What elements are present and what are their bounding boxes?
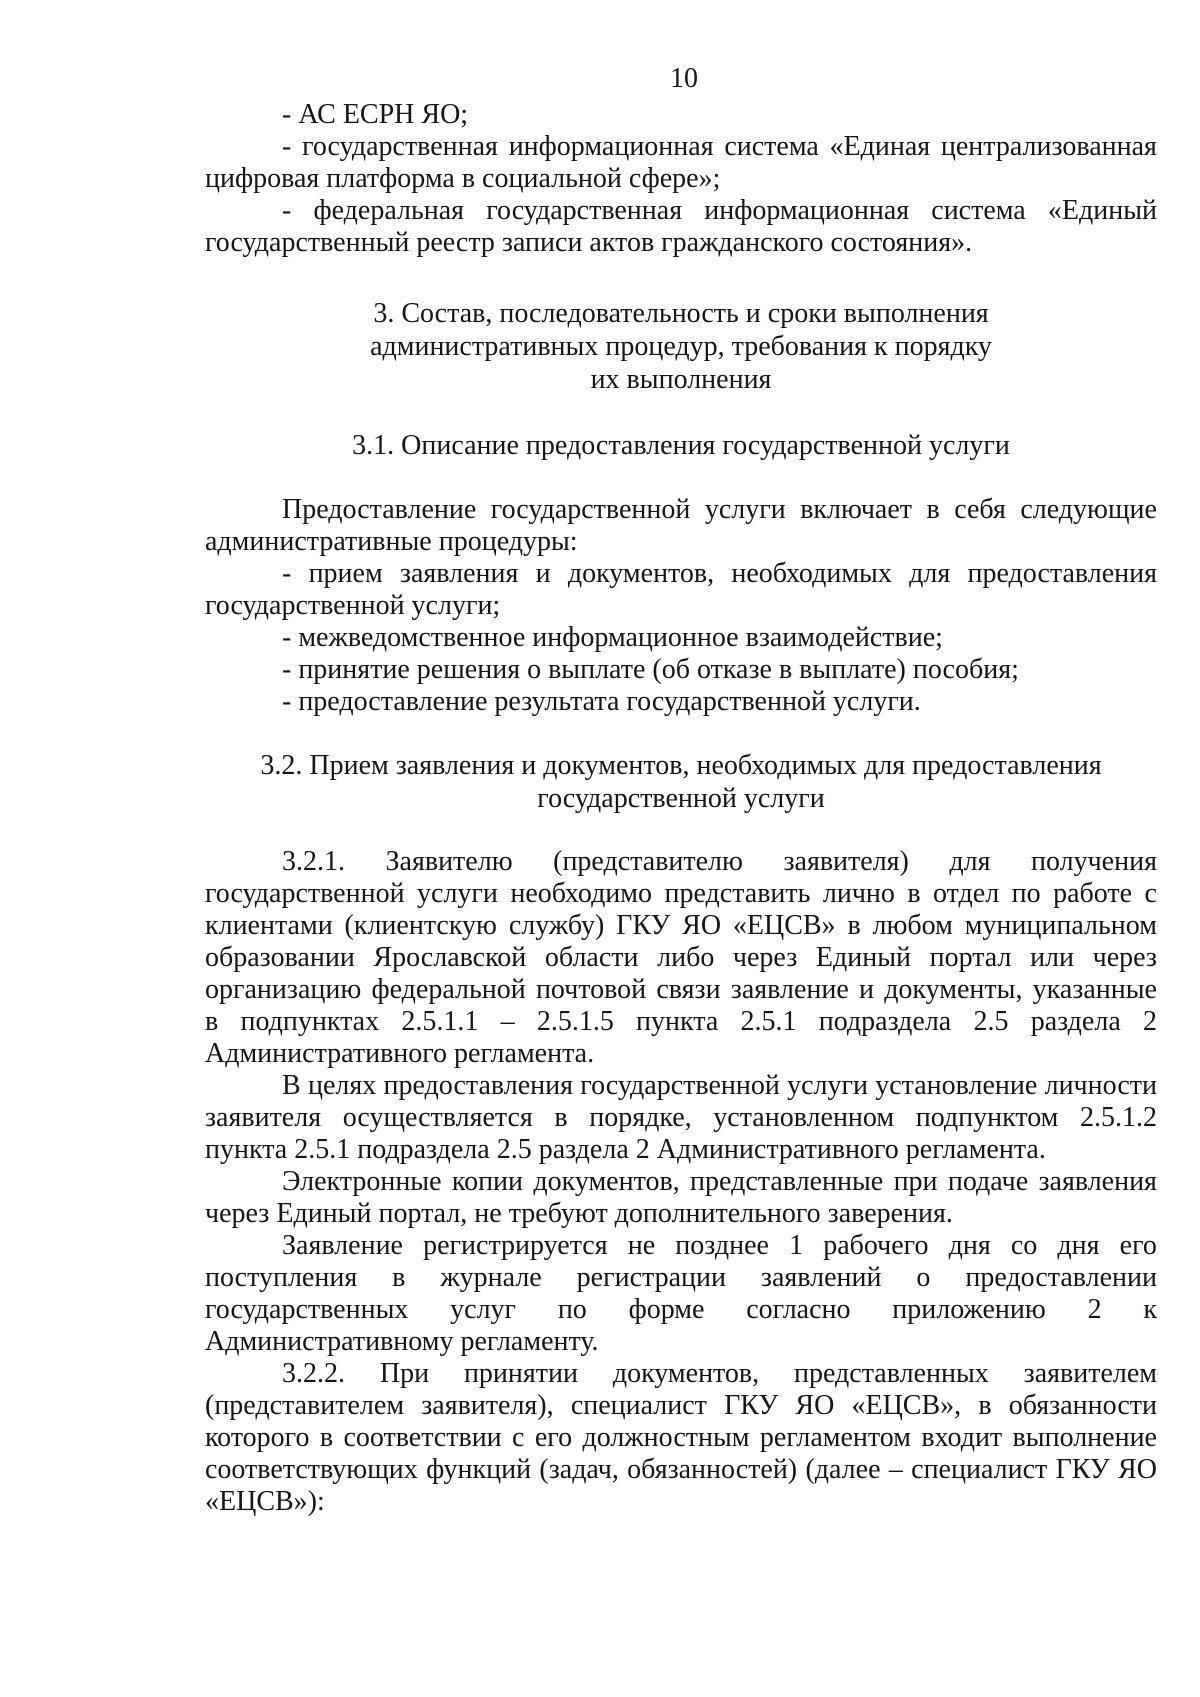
word: форме xyxy=(628,1294,705,1325)
word: соответствии xyxy=(343,1422,502,1453)
word: со xyxy=(1010,1230,1038,1261)
word: «Единая xyxy=(829,131,931,162)
word: «ЕЦСВ», xyxy=(851,1390,962,1421)
word: порядке, xyxy=(589,1102,692,1133)
justified-line xyxy=(282,845,1157,878)
word: лично xyxy=(822,878,895,909)
word: журнале xyxy=(440,1262,542,1293)
word: в xyxy=(319,1422,334,1453)
word: услуги xyxy=(704,494,786,525)
word: (клиентскую xyxy=(344,910,497,941)
word: необходимых xyxy=(731,558,892,589)
word: регистрируется xyxy=(423,1230,608,1261)
word: о xyxy=(916,1262,931,1293)
word: специалист xyxy=(570,1390,707,1421)
word: информационная xyxy=(508,131,714,162)
word: 2.5 xyxy=(973,1006,1009,1037)
word: в xyxy=(847,910,861,941)
word: принятии xyxy=(463,1358,578,1389)
word: специалист xyxy=(911,1454,1048,1485)
word: услуги xyxy=(417,878,498,909)
word: Электронные xyxy=(282,1166,442,1197)
heading-line: 3. Состав, последовательность и сроки выполнения xyxy=(373,298,989,329)
word: 2.5.1.2 xyxy=(1079,1102,1157,1133)
word: связи xyxy=(656,974,721,1005)
list-item: - принятие решения о выплате (об отказе в выплате) пособия; xyxy=(282,654,1019,685)
word: установленном xyxy=(713,1102,895,1133)
justified-line xyxy=(205,1389,1157,1422)
word: 2 xyxy=(1142,1006,1157,1037)
justified-line xyxy=(205,1421,1157,1454)
word: заявителем xyxy=(1023,1358,1157,1389)
page-number: 10 xyxy=(670,63,698,94)
word: и xyxy=(859,974,874,1005)
word: федеральная xyxy=(313,195,465,226)
word: в xyxy=(205,1006,219,1037)
word: раздела xyxy=(1030,1006,1121,1037)
word: централизованная xyxy=(940,131,1157,162)
word: предоставлении xyxy=(965,1262,1157,1293)
justified-line xyxy=(282,194,1157,227)
word: через xyxy=(732,942,798,973)
word: регистрации xyxy=(576,1262,726,1293)
word: (далее xyxy=(805,1454,881,1485)
word: поступления xyxy=(205,1262,358,1293)
word: ЯО xyxy=(682,910,722,941)
word: либо xyxy=(657,942,715,973)
word: по xyxy=(1011,878,1041,909)
word: 2 xyxy=(1087,1294,1102,1325)
word: обязанности xyxy=(1008,1390,1157,1421)
word: предоставления xyxy=(383,1070,574,1101)
word: дня xyxy=(948,1230,991,1261)
word: для xyxy=(949,846,991,877)
word: клиентами xyxy=(205,910,333,941)
justified-line xyxy=(282,1165,1157,1198)
justified-line xyxy=(205,1101,1157,1134)
word: Заявление xyxy=(282,1230,403,1261)
word: личности xyxy=(1044,1070,1157,1101)
word: система xyxy=(724,131,819,162)
word: – xyxy=(888,1454,903,1485)
word: предоставления xyxy=(967,558,1157,589)
word: необходимо xyxy=(510,878,653,909)
justified-line xyxy=(282,1069,1157,1102)
word: приложению xyxy=(892,1294,1046,1325)
justified-line xyxy=(205,973,1157,1006)
word: включает xyxy=(800,494,913,525)
word: заявителя) xyxy=(783,846,909,877)
word: дня xyxy=(1057,1230,1100,1261)
word: государственных xyxy=(205,1294,409,1325)
word: следующие xyxy=(1020,494,1157,525)
word: (задач, xyxy=(539,1454,619,1485)
word: ГКУ xyxy=(724,1390,779,1421)
word: согласно xyxy=(746,1294,851,1325)
justified-line xyxy=(282,1229,1157,1262)
word: ГКУ xyxy=(1055,1454,1110,1485)
text-line: через Единый портал, не требуют дополнительного заверения. xyxy=(205,1198,953,1229)
word: для xyxy=(909,558,951,589)
word: по xyxy=(557,1294,587,1325)
word: государственной xyxy=(490,494,691,525)
word: в xyxy=(907,878,921,909)
word: представленные xyxy=(690,1166,884,1197)
word: отдел xyxy=(933,878,1000,909)
list-item: - межведомственное информационное взаимодействие; xyxy=(282,622,943,653)
word: заявлений xyxy=(760,1262,882,1293)
word: указанные xyxy=(1032,974,1157,1005)
word: государственной xyxy=(580,1070,780,1101)
justified-line xyxy=(205,909,1157,942)
word: или xyxy=(1030,942,1075,973)
word: документы, xyxy=(884,974,1023,1005)
word: - xyxy=(282,558,292,589)
word: и xyxy=(535,558,551,589)
subsection-heading xyxy=(205,429,1157,462)
list-item: - предоставление результата государственной услуги. xyxy=(282,686,921,717)
word: в xyxy=(978,1390,992,1421)
word: В xyxy=(282,1070,301,1101)
word: муниципальном xyxy=(964,910,1157,941)
word: 2.5.1 xyxy=(740,1006,797,1037)
word: заявления xyxy=(399,558,519,589)
word: при xyxy=(893,1166,938,1197)
word: документов, xyxy=(533,1166,680,1197)
word: в xyxy=(392,1262,406,1293)
word: портал xyxy=(929,942,1012,973)
subsection-heading xyxy=(205,749,1157,815)
word: информационная xyxy=(704,195,910,226)
justified-line xyxy=(282,130,1157,163)
word: 1 xyxy=(789,1230,804,1261)
word: установление xyxy=(875,1070,1038,1101)
word: ЯО xyxy=(1118,1454,1157,1485)
word: 2.5.1.5 xyxy=(536,1006,614,1037)
word: подпунктах xyxy=(240,1006,380,1037)
word: подраздела xyxy=(818,1006,952,1037)
word: (представителем xyxy=(205,1390,405,1421)
word: работе xyxy=(1053,878,1133,909)
word: с xyxy=(1144,878,1157,909)
word: образовании xyxy=(205,942,355,973)
text-line: Административного регламента. xyxy=(205,1038,595,1069)
word: государственная xyxy=(302,131,498,162)
word: получения xyxy=(1031,846,1157,877)
word: пункта xyxy=(636,1006,719,1037)
word: федеральной xyxy=(371,974,526,1005)
justified-line xyxy=(282,493,1157,526)
word: заявителя), xyxy=(421,1390,554,1421)
word: - xyxy=(282,131,292,162)
word: заявителя xyxy=(205,1102,322,1133)
word: Предоставление xyxy=(282,494,477,525)
heading-line: 3.1. Описание предоставления государственной услуги xyxy=(352,430,1010,461)
word: рабочего xyxy=(823,1230,929,1261)
word: «Единый xyxy=(1047,195,1157,226)
word: службу) xyxy=(508,910,605,941)
justified-line xyxy=(205,1005,1157,1038)
word: копии xyxy=(451,1166,524,1197)
word: регламентом xyxy=(759,1422,911,1453)
word: области xyxy=(544,942,639,973)
word: его xyxy=(534,1422,573,1453)
text-line: пункта 2.5.1 подраздела 2.5 раздела 2 Административного регламента. xyxy=(205,1134,1046,1165)
word: организацию xyxy=(205,974,362,1005)
word: ЯО xyxy=(795,1390,835,1421)
heading-line: 3.2. Прием заявления и документов, необходимых для предоставления xyxy=(260,750,1102,781)
word: выполнение xyxy=(1012,1422,1157,1453)
word: государственной xyxy=(205,878,405,909)
word: его xyxy=(1119,1230,1157,1261)
word: – xyxy=(500,1006,515,1037)
word: функций xyxy=(426,1454,532,1485)
word: которого xyxy=(205,1422,310,1453)
heading-line: государственной услуги xyxy=(537,783,825,814)
word: позднее xyxy=(675,1230,769,1261)
word: 3.2.2. xyxy=(282,1358,345,1389)
word: система xyxy=(931,195,1026,226)
word: государственная xyxy=(486,195,683,226)
word: с xyxy=(512,1422,525,1453)
word: Ярославской xyxy=(373,942,527,973)
text-line: государственный реестр записи актов гражданского состояния». xyxy=(205,227,973,258)
word: документов, xyxy=(567,558,715,589)
word: Заявителю xyxy=(385,846,513,877)
word: должностным xyxy=(582,1422,750,1453)
word: (представителю xyxy=(553,846,743,877)
text-line: цифровая платформа в социальной сфере»; xyxy=(205,163,721,194)
word: - xyxy=(282,195,292,226)
word: представленных xyxy=(794,1358,989,1389)
word: Единый xyxy=(815,942,911,973)
word: в xyxy=(554,1102,568,1133)
word: подаче xyxy=(947,1166,1029,1197)
word: ГКУ xyxy=(616,910,671,941)
justified-line xyxy=(282,1357,1157,1390)
word: 3.2.1. xyxy=(282,846,345,877)
justified-line xyxy=(205,1293,1157,1326)
word: обязанностей) xyxy=(627,1454,798,1485)
word: прием xyxy=(308,558,383,589)
word: услуг xyxy=(450,1294,517,1325)
word: себя xyxy=(954,494,1006,525)
word: подпунктом xyxy=(915,1102,1059,1133)
text-line: «ЕЦСВ»): xyxy=(205,1486,325,1517)
word: документов, xyxy=(612,1358,760,1389)
list-item: - АС ЕСРН ЯО; xyxy=(282,99,469,130)
word: представить xyxy=(664,878,811,909)
word: почтовой xyxy=(535,974,647,1005)
justified-line xyxy=(205,941,1157,974)
word: к xyxy=(1143,1294,1157,1325)
justified-line xyxy=(205,1261,1157,1294)
word: соответствующих xyxy=(205,1454,418,1485)
justified-line xyxy=(282,557,1157,590)
word: заявления xyxy=(1038,1166,1157,1197)
word: в xyxy=(926,494,940,525)
word: 2.5.1.1 xyxy=(401,1006,479,1037)
word: любом xyxy=(872,910,953,941)
word: При xyxy=(379,1358,430,1389)
word: через xyxy=(1092,942,1157,973)
word: заявление xyxy=(730,974,849,1005)
word: не xyxy=(627,1230,656,1261)
justified-line xyxy=(205,877,1157,910)
word: осуществляется xyxy=(342,1102,533,1133)
word: целях xyxy=(307,1070,377,1101)
word: «ЕЦСВ» xyxy=(732,910,836,941)
text-line: административные процедуры: xyxy=(205,526,578,557)
section-heading xyxy=(205,297,1157,396)
word: услуги xyxy=(787,1070,868,1101)
justified-line xyxy=(205,1453,1157,1486)
text-line: Административному регламенту. xyxy=(205,1326,599,1357)
text-line: государственной услуги; xyxy=(205,590,501,621)
word: входит xyxy=(921,1422,1003,1453)
heading-line: их выполнения xyxy=(590,364,772,395)
heading-line: административных процедур, требования к порядку xyxy=(370,331,992,362)
